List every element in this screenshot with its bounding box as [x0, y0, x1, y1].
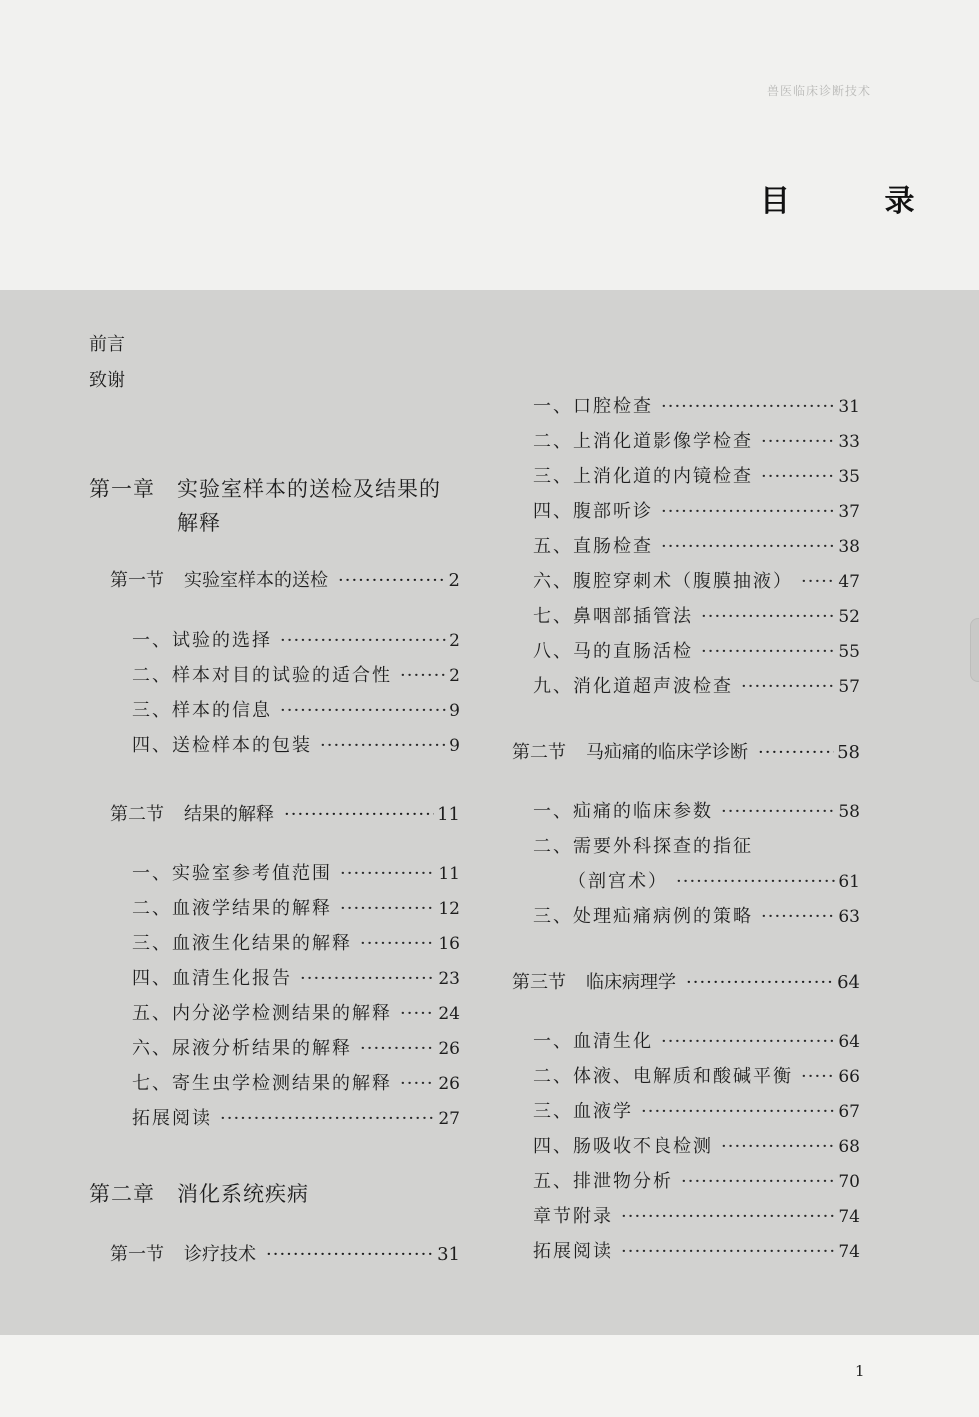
toc-entry[interactable]	[533, 392, 860, 418]
toc-entry[interactable]	[533, 1097, 860, 1123]
entry-label: 三、血液生化结果的解释	[132, 933, 352, 954]
toc-entry-label-wrapped[interactable]: 二、需要外科探查的指征	[533, 836, 753, 857]
leader-dots	[721, 1136, 835, 1157]
toc-entry[interactable]	[533, 497, 860, 523]
toc-entry[interactable]	[132, 731, 460, 757]
entry-label: 五、直肠检查	[533, 536, 653, 557]
section-title: 实验室样本的送检	[184, 570, 328, 591]
toc-entry[interactable]	[132, 964, 460, 990]
toc-entry[interactable]	[132, 999, 460, 1025]
entry-label: 四、送检样本的包装	[132, 735, 312, 756]
entry-label: 三、处理疝痛病例的策略	[533, 906, 753, 927]
entry-label: 四、腹部听诊	[533, 501, 653, 522]
leader-dots	[641, 1101, 835, 1122]
entry-label: 八、马的直肠活检	[533, 641, 693, 662]
entry-label: 五、内分泌学检测结果的解释	[132, 1003, 392, 1024]
leader-dots	[340, 863, 435, 884]
toc-entry[interactable]	[132, 1069, 460, 1095]
toc-entry[interactable]	[533, 672, 860, 698]
chapter-2-heading[interactable]	[89, 1178, 309, 1208]
entry-label: 章节附录	[533, 1206, 613, 1227]
leader-dots	[340, 898, 435, 919]
entry-label: 三、样本的信息	[132, 700, 272, 721]
leader-dots	[701, 641, 835, 662]
entry-label: 三、上消化道的内镜检查	[533, 466, 753, 487]
page-ref: 23	[438, 969, 460, 989]
entry-label: 二、血液学结果的解释	[132, 898, 332, 919]
leader-dots	[280, 700, 446, 721]
chapter-number: 第一章	[89, 477, 155, 501]
page-ref: 55	[838, 642, 860, 662]
leader-dots	[686, 972, 834, 993]
leader-dots	[741, 676, 835, 697]
page-ref: 63	[838, 907, 860, 927]
page-ref: 74	[838, 1242, 860, 1262]
entry-label: 七、寄生虫学检测结果的解释	[132, 1073, 392, 1094]
toc-entry[interactable]	[533, 1202, 860, 1228]
leader-dots	[761, 466, 835, 487]
toc-entry[interactable]	[533, 532, 860, 558]
toc-entry[interactable]	[533, 797, 860, 823]
leader-dots	[721, 801, 835, 822]
section-title: 结果的解释	[184, 804, 274, 825]
toc-entry[interactable]	[568, 867, 860, 893]
section-number: 第一节	[110, 1244, 164, 1265]
leader-dots	[320, 735, 446, 756]
section-number: 第二节	[512, 742, 566, 763]
section-1-2[interactable]	[110, 800, 460, 826]
leader-dots	[360, 933, 435, 954]
toc-entry[interactable]	[533, 1027, 860, 1053]
toc-entry[interactable]	[132, 1104, 460, 1130]
page-ref: 47	[838, 572, 860, 592]
toc-entry[interactable]	[533, 637, 860, 663]
toc-entry[interactable]	[533, 567, 860, 593]
toc-entry[interactable]	[533, 1062, 860, 1088]
toc-entry[interactable]	[533, 1167, 860, 1193]
entry-label: 一、血清生化	[533, 1031, 653, 1052]
leader-dots	[761, 906, 835, 927]
entry-label: 二、体液、电解质和酸碱平衡	[533, 1066, 793, 1087]
leader-dots	[300, 968, 435, 989]
toc-entry[interactable]	[132, 894, 460, 920]
page-ref: 2	[449, 631, 460, 651]
leader-dots	[266, 1244, 434, 1265]
leader-dots	[661, 536, 835, 557]
leader-dots	[701, 606, 835, 627]
page-ref: 64	[838, 1032, 860, 1052]
section-title: 诊疗技术	[184, 1244, 256, 1265]
page-ref: 37	[838, 502, 860, 522]
page-ref: 12	[438, 899, 460, 919]
leader-dots	[220, 1108, 435, 1129]
leader-dots	[661, 396, 835, 417]
entry-label: 一、实验室参考值范围	[132, 863, 332, 884]
leader-dots	[621, 1206, 835, 1227]
toc-entry[interactable]	[533, 902, 860, 928]
entry-label: 三、血液学	[533, 1101, 633, 1122]
leader-dots	[400, 1073, 435, 1094]
entry-label: 一、试验的选择	[132, 630, 272, 651]
entry-label: 六、尿液分析结果的解释	[132, 1038, 352, 1059]
entry-label: 五、排泄物分析	[533, 1171, 673, 1192]
entry-label: 六、腹腔穿刺术（腹膜抽液）	[533, 571, 793, 592]
entry-label: 拓展阅读	[132, 1108, 212, 1129]
entry-label: 二、上消化道影像学检查	[533, 431, 753, 452]
page-ref: 52	[838, 607, 860, 627]
page-ref: 26	[438, 1039, 460, 1059]
leader-dots	[621, 1241, 835, 1262]
toc-entry[interactable]	[533, 1132, 860, 1158]
page-title: 目 录	[760, 184, 957, 219]
entry-label: 七、鼻咽部插管法	[533, 606, 693, 627]
page-ref: 26	[438, 1074, 460, 1094]
page-ref: 33	[838, 432, 860, 452]
leader-dots	[400, 665, 446, 686]
page-ref: 11	[438, 864, 460, 884]
leader-dots	[758, 742, 834, 763]
page-ref: 61	[838, 872, 860, 892]
page-ref: 24	[438, 1004, 460, 1024]
section-title: 临床病理学	[586, 972, 676, 993]
toc-entry[interactable]	[132, 1034, 460, 1060]
leader-dots	[761, 431, 835, 452]
leader-dots	[338, 570, 446, 591]
leader-dots	[280, 630, 446, 651]
chapter-1-heading-cont: 解释	[177, 511, 221, 535]
page-ref: 38	[838, 537, 860, 557]
toc-entry[interactable]	[533, 1237, 860, 1263]
section-2-2[interactable]	[512, 738, 860, 764]
section-number: 第二节	[110, 804, 164, 825]
entry-label: 一、疝痛的临床参数	[533, 801, 713, 822]
leader-dots	[284, 804, 434, 825]
leader-dots	[801, 1066, 835, 1087]
page-ref: 57	[838, 677, 860, 697]
entry-label: 四、肠吸收不良检测	[533, 1136, 713, 1157]
page-ref: 11	[437, 804, 460, 825]
page-ref: 2	[449, 666, 460, 686]
toc-entry[interactable]	[132, 929, 460, 955]
leader-dots	[676, 871, 835, 892]
toc-acknowledgements[interactable]: 致谢	[89, 370, 125, 391]
page-ref: 74	[838, 1207, 860, 1227]
page-ref: 70	[838, 1172, 860, 1192]
leader-dots	[360, 1038, 435, 1059]
toc-preface[interactable]: 前言	[89, 334, 125, 355]
toc-entry[interactable]	[132, 626, 460, 652]
page-ref: 16	[438, 934, 460, 954]
section-1-1[interactable]	[110, 566, 460, 592]
chapter-1-heading[interactable]	[89, 473, 441, 503]
leader-dots	[661, 1031, 835, 1052]
leader-dots	[801, 571, 835, 592]
section-2-1[interactable]	[110, 1240, 460, 1266]
entry-label: （剖宫术）	[568, 871, 668, 892]
toc-entry[interactable]	[533, 427, 860, 453]
toc-entry[interactable]	[533, 602, 860, 628]
entry-label: 四、血清生化报告	[132, 968, 292, 989]
section-number: 第三节	[512, 972, 566, 993]
page-ref: 64	[837, 972, 860, 993]
running-head: 兽医临床诊断技术	[766, 84, 871, 98]
page-ref: 58	[838, 802, 860, 822]
toc-entry[interactable]	[132, 661, 460, 687]
page-ref: 2	[448, 570, 460, 591]
page-ref: 35	[838, 467, 860, 487]
section-2-3[interactable]	[512, 968, 860, 994]
page-ref: 67	[838, 1102, 860, 1122]
entry-label: 九、消化道超声波检查	[533, 676, 733, 697]
page-top-area	[0, 0, 979, 290]
section-number: 第一节	[110, 570, 164, 591]
toc-entry[interactable]	[132, 696, 460, 722]
page-ref: 66	[838, 1067, 860, 1087]
page-ref: 9	[449, 736, 460, 756]
leader-dots	[661, 501, 835, 522]
leader-dots	[681, 1171, 835, 1192]
page-ref: 58	[837, 742, 860, 763]
page-ref: 27	[438, 1109, 460, 1129]
entry-label: 二、样本对目的试验的适合性	[132, 665, 392, 686]
page-ref: 9	[449, 701, 460, 721]
chapter-number: 第二章	[89, 1182, 155, 1206]
page-ref: 68	[838, 1137, 860, 1157]
chapter-title: 实验室样本的送检及结果的	[177, 477, 441, 501]
page-number: 1	[855, 1362, 865, 1380]
page-edge-tab	[970, 618, 979, 682]
chapter-title: 消化系统疾病	[177, 1182, 309, 1206]
page-ref: 31	[437, 1244, 460, 1265]
page-ref: 31	[838, 397, 860, 417]
toc-entry[interactable]	[132, 859, 460, 885]
entry-label: 拓展阅读	[533, 1241, 613, 1262]
toc-entry[interactable]	[533, 462, 860, 488]
section-title: 马疝痛的临床学诊断	[586, 742, 748, 763]
entry-label: 一、口腔检查	[533, 396, 653, 417]
leader-dots	[400, 1003, 435, 1024]
